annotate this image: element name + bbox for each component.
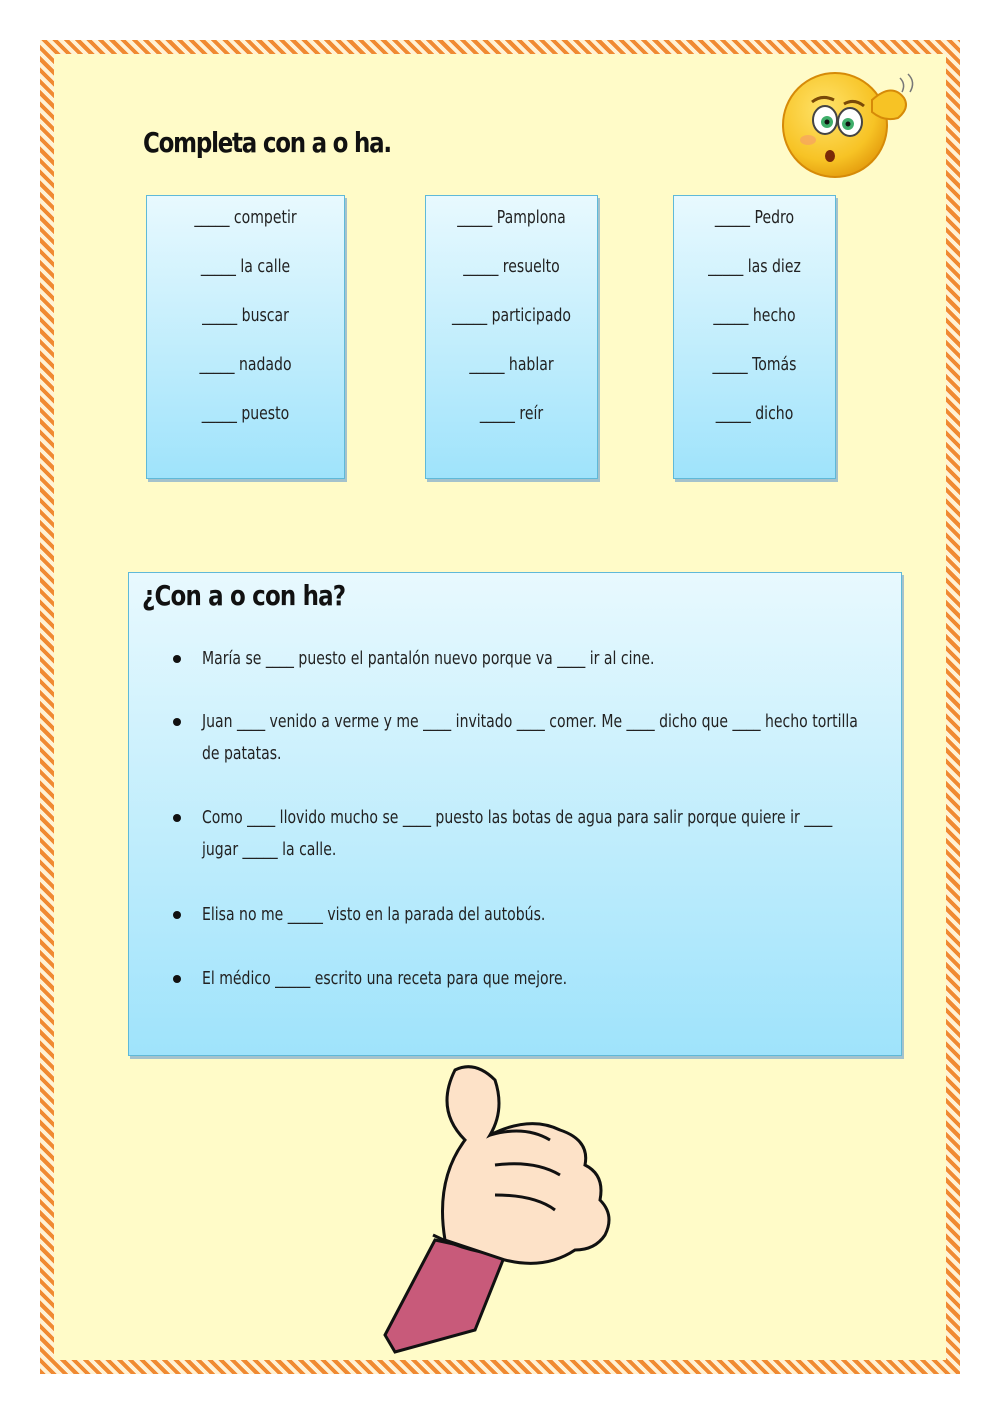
word-item: _____ Tomás (712, 354, 797, 375)
sentence-item (173, 963, 893, 995)
word-item: _____ dicho (715, 403, 794, 424)
word-item: _____ reír (479, 403, 544, 424)
word-column-2 (425, 195, 598, 479)
bullet (173, 911, 181, 919)
word-column-3 (673, 195, 836, 479)
word-item: _____ competir (194, 207, 297, 228)
sentence-text: Juan ____ venido a verme y me ____ invitado ____ comer. Me ____ dicho que ____ hecho tortilla de patatas. (202, 711, 858, 764)
word-item: _____ la calle (200, 256, 291, 277)
section-title: ¿Con a o con ha? (142, 579, 346, 612)
word-item: _____ puesto (201, 403, 290, 424)
word-item: _____ buscar (202, 305, 289, 326)
sentence-text: Como ____ llovido mucho se ____ puesto las botas de agua para salir porque quiere ir ____ jugar _____ la calle. (202, 807, 833, 860)
bullet (173, 655, 181, 663)
sentence-item (173, 643, 893, 675)
bullet (173, 814, 181, 822)
word-item: _____ resuelto (463, 256, 560, 277)
sentence-text: El médico _____ escrito una receta para que mejore. (202, 968, 568, 989)
page-title: Completa con a o ha. (143, 126, 391, 159)
thumbs-up-illustration (375, 1030, 615, 1360)
sentence-item (173, 802, 893, 866)
sentence-item (173, 899, 893, 931)
sentence-item (173, 706, 893, 770)
thinking-emoji-icon (780, 70, 920, 185)
word-item: _____ hablar (469, 354, 554, 375)
sentences-panel (128, 572, 902, 1056)
word-item: _____ las diez (708, 256, 801, 277)
bullet (173, 975, 181, 983)
bullet (173, 718, 181, 726)
word-item: _____ nadado (199, 354, 292, 375)
word-item: _____ hecho (713, 305, 796, 326)
word-item: _____ Pamplona (457, 207, 566, 228)
word-column-1 (146, 195, 345, 479)
word-item: _____ participado (452, 305, 571, 326)
sentence-text: María se ____ puesto el pantalón nuevo porque va ____ ir al cine. (202, 648, 655, 669)
sentence-text: Elisa no me _____ visto en la parada del autobús. (202, 904, 546, 925)
word-item: _____ Pedro (714, 207, 795, 228)
